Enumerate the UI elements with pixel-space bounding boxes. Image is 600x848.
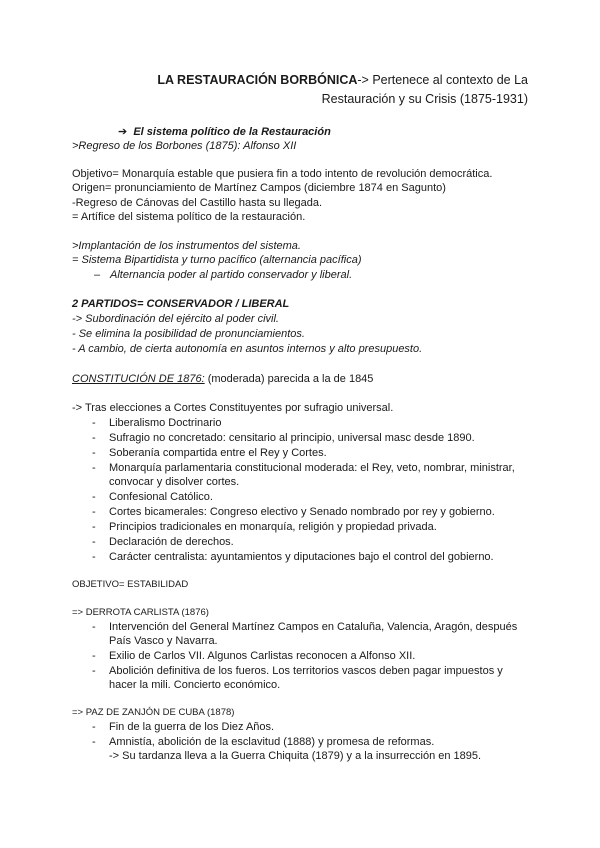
bullet-dash: - (92, 447, 96, 459)
carlista-item-cont: hacer la mili. Concierto económico. (109, 679, 281, 691)
constitucion-intro: -> Tras elecciones a Cortes Constituyentes por sufragio universal. (72, 402, 394, 414)
carlista-item-cont: País Vasco y Navarra. (109, 635, 218, 647)
bullet-dash: - (92, 417, 96, 429)
section1-sub: >Regreso de los Borbones (1875): Alfonso XII (72, 140, 297, 152)
zanjon-item-cont: -> Su tardanza lleva a la Guerra Chiquita (1879) y a la insurrección en 1895. (109, 750, 482, 762)
constitucion-item-cont: convocar y disolver cortes. (109, 476, 240, 488)
constitucion-item: Cortes bicamerales: Congreso electivo y Senado nombrado por rey y gobierno. (109, 506, 495, 518)
constitucion-item: Sufragio no concretado: censitario al principio, universal masc desde 1890. (109, 432, 475, 444)
bullet-dash: – (94, 269, 101, 281)
artifice-line: = Artífice del sistema político de la restauración. (72, 211, 306, 223)
carlista-heading: => DERROTA CARLISTA (1876) (72, 607, 209, 618)
constitucion-heading: CONSTITUCIÓN DE 1876: (72, 373, 205, 385)
title-line-2 (0, 90, 528, 109)
constitucion-row (72, 372, 373, 386)
carlista-item: Intervención del General Martínez Campos en Cataluña, Valencia, Aragón, después (109, 621, 518, 633)
bullet-dash: - (92, 650, 96, 662)
bullet-dash: - (92, 462, 96, 474)
constitucion-item: Confesional Católico. (109, 491, 213, 503)
title-rest-2: Restauración y su Crisis (1875-1931) (321, 92, 528, 106)
zanjon-item: Fin de la guerra de los Diez Años. (109, 721, 275, 733)
bullet-dash: - (92, 721, 96, 733)
constitucion-item: Declaración de derechos. (109, 536, 234, 548)
arrow-icon: ➔ (118, 126, 128, 138)
bipartidista-line: = Sistema Bipartidista y turno pacífico (alternancia pacífica) (72, 254, 362, 266)
constitucion-item: Carácter centralista: ayuntamientos y diputaciones bajo el control del gobierno. (109, 551, 494, 563)
section1-heading: El sistema político de la Restauración (133, 126, 331, 138)
bullet-dash: - (92, 551, 96, 563)
constitucion-item: Soberanía compartida entre el Rey y Cortes. (109, 447, 327, 459)
canovas-line: -Regreso de Cánovas del Castillo hasta su llegada. (72, 197, 323, 209)
title-bold: LA RESTAURACIÓN BORBÓNICA (157, 73, 358, 87)
zanjon-heading: => PAZ DE ZANJÓN DE CUBA (1878) (72, 707, 235, 718)
bullet-dash: - (92, 665, 96, 677)
bullet-dash: - (92, 621, 96, 633)
bullet-dash: - (92, 432, 96, 444)
title-rest-1: -> Pertenece al contexto de La (357, 73, 528, 87)
title-line-1 (0, 71, 528, 90)
partidos-heading: 2 PARTIDOS= CONSERVADOR / LIBERAL (72, 298, 290, 310)
objetivo-line: Objetivo= Monarquía estable que pusiera fin a todo intento de revolución democrática. (72, 168, 493, 180)
alternancia-item: Alternancia poder al partido conservador y liberal. (110, 269, 353, 281)
bullet-dash: - (92, 521, 96, 533)
bullet-dash: - (92, 536, 96, 548)
constitucion-item: Monarquía parlamentaria constitucional moderada: el Rey, veto, nombrar, ministrar, (109, 462, 515, 474)
section1-heading-row (118, 125, 331, 139)
constitucion-item: Liberalismo Doctrinario (109, 417, 222, 429)
bullet-dash: - (92, 736, 96, 748)
implantacion-line: >Implantación de los instrumentos del sistema. (72, 240, 301, 252)
zanjon-item: Amnistía, abolición de la esclavitud (1888) y promesa de reformas. (109, 736, 435, 748)
constitucion-rest: (moderada) parecida a la de 1845 (204, 373, 374, 385)
partidos-line-2: - Se elimina la posibilidad de pronunciamientos. (72, 328, 305, 340)
estabilidad-line: OBJETIVO= ESTABILIDAD (72, 579, 189, 590)
constitucion-item: Principios tradicionales en monarquía, religión y propiedad privada. (109, 521, 437, 533)
bullet-dash: - (92, 506, 96, 518)
partidos-line-1: -> Subordinación del ejército al poder civil. (72, 313, 279, 325)
bullet-dash: - (92, 491, 96, 503)
partidos-line-3: - A cambio, de cierta autonomía en asuntos internos y alto presupuesto. (72, 343, 423, 355)
carlista-item: Exilio de Carlos VII. Algunos Carlistas reconocen a Alfonso XII. (109, 650, 416, 662)
origen-line: Origen= pronunciamiento de Martínez Campos (diciembre 1874 en Sagunto) (72, 182, 446, 194)
carlista-item: Abolición definitiva de los fueros. Los territorios vascos deben pagar impuestos y (109, 665, 503, 677)
